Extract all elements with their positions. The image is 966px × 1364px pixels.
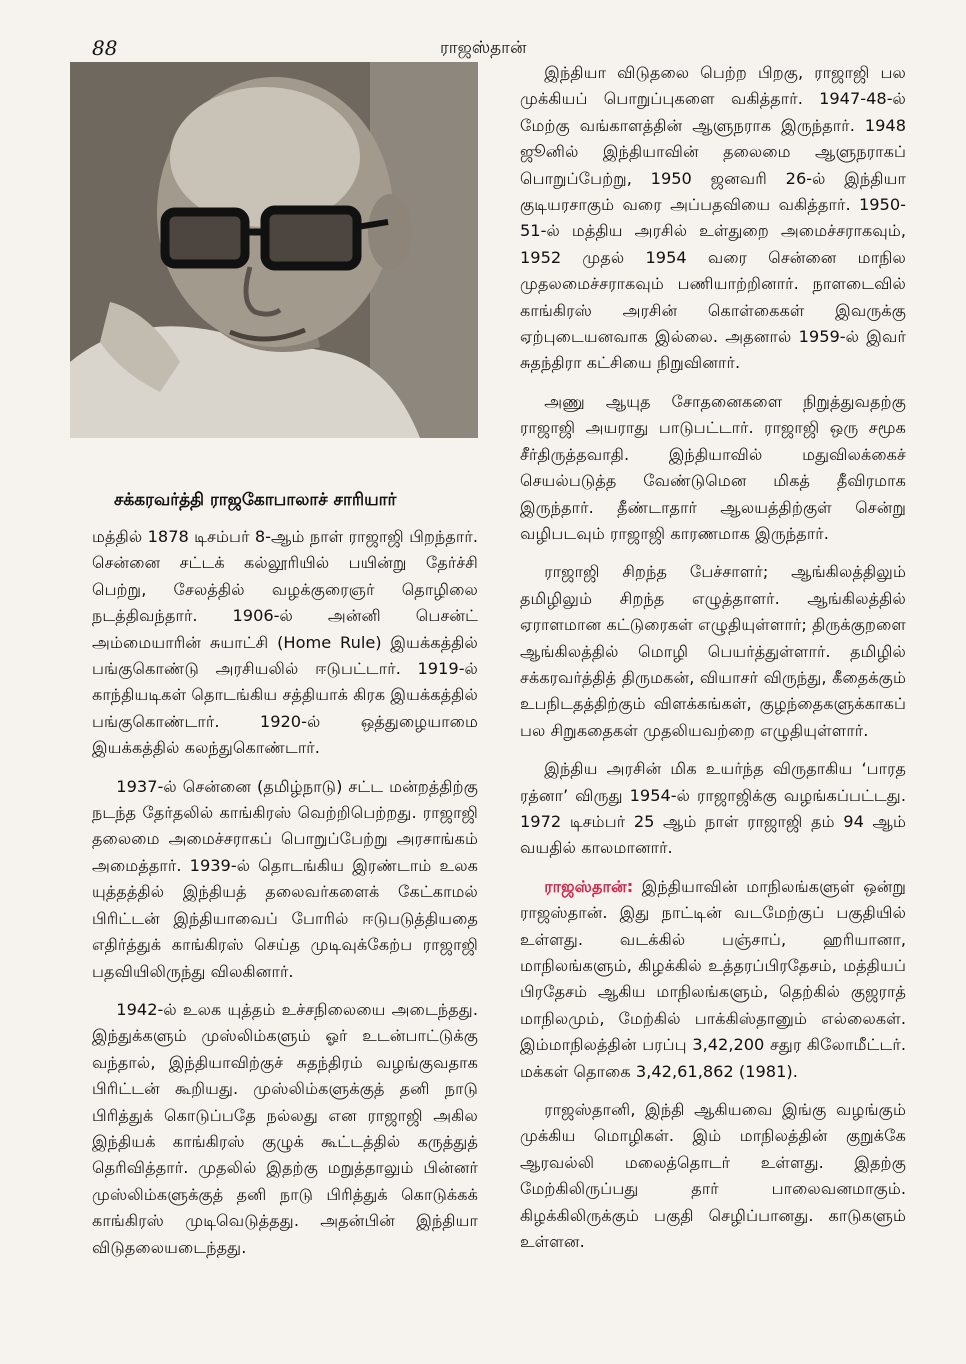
portrait-photo (70, 62, 478, 438)
paragraph: அணு ஆயுத சோதனைகளை நிறுத்துவதற்கு ராஜாஜி அயராது பாடுபட்டார். ராஜாஜி ஒரு சமூக சீர்திருத்தவாதி. இந்தியாவில் மதுவிலக்கைச் செயல்படுத்த வேண்டுமென மிகத் தீவிரமாக இருந்தார். தீண்டாதார் ஆலயத்திற்குள் சென்று வழிபடவும் ராஜாஜி காரணமாக இருந்தார். (520, 391, 906, 543)
paragraph: இந்தியா விடுதலை பெற்ற பிறகு, ராஜாஜி பல முக்கியப் பொறுப்புகளை வகித்தார். 1947-48-ல் மேற்கு வங்காளத்தின் ஆளுநராக இருந்தார். 1948 ஜூனில் இந்தியாவின் தலைமை ஆளுநராகப் பொறுப்பேற்று, 1950 ஜனவரி 26-ல் இந்தியா குடியரசாகும் வரை அப்பதவியை வகித்தார். 1950-51-ல் மத்திய அரசில் உள்துறை அமைச்சராகவும், 1952 முதல் 1954 வரை சென்னை மாநில முதலமைச்சராகவும் பணியாற்றினார். நாளடைவில் காங்கிரஸ் அரசின் கொள்கைகள் இவருக்கு ஏற்புடையனவாக இல்லை. அதனால் 1959-ல் இவர் சுதந்திரா கட்சியை நிறுவினார். (520, 63, 906, 373)
paragraph: 1942-ல் உலக யுத்தம் உச்சநிலையை அடைந்தது. இந்துக்களும் முஸ்லிம்களும் ஓர் உடன்பாட்டுக்கு வந்தால், இந்தியாவிற்குச் சுதந்திரம் வழங்குவதாக பிரிட்டன் கூறியது. முஸ்லிம்களுக்குத் தனி நாடு பிரித்துக் கொடுப்பதே நல்லது என ராஜாஜி அகில இந்தியக் காங்கிரஸ் குழுக் கூட்டத்தில் கருத்துத் தெரிவித்தார். முதலில் இதற்கு மறுத்தாலும் பின்னர் முஸ்லிம்களுக்குத் தனி நாடு பிரித்துக் கொடுக்கக் காங்கிரஸ் முடிவெடுத்தது. அதன்பின் இந்தியா விடுதலையடைந்தது. (92, 999, 478, 1257)
page-number: 88 (92, 36, 118, 60)
running-title: ராஜஸ்தான் (440, 38, 527, 58)
paragraph: ராஜாஜி சிறந்த பேச்சாளர்; ஆங்கிலத்திலும் தமிழிலும் சிறந்த எழுத்தாளர். ஆங்கிலத்தில் ஏராளமான கட்டுரைகள் எழுதியுள்ளார்; திருக்குறளை ஆங்கிலத்தில் மொழி பெயர்த்துள்ளார். தமிழில் சக்கரவர்த்தித் திருமகன், வியாசர் விருந்து, கீதைக்கும் உபநிடதத்திற்கும் விளக்கங்கள், குழந்தைகளுக்காகப் பல சிறுகதைகள் முதலியவற்றை எழுதியுள்ளார். (520, 562, 906, 740)
right-column (520, 60, 906, 1267)
section-heading-rajasthan: ராஜஸ்தான்: (544, 876, 634, 896)
paragraph: ராஜஸ்தானி, இந்தி ஆகியவை இங்கு வழங்கும் முக்கிய மொழிகள். இம் மாநிலத்தின் குறுக்கே ஆரவல்லி மலைத்தொடர் உள்ளது. இதற்கு மேற்கிலிருப்பது தார் பாலைவனமாகும். கிழக்கிலிருக்கும் பகுதி செழிப்பானது. காடுகளும் உள்ளன. (520, 1100, 906, 1252)
left-column (92, 524, 478, 1273)
paragraph: 1937-ல் சென்னை (தமிழ்நாடு) சட்ட மன்றத்திற்கு நடந்த தேர்தலில் காங்கிரஸ் வெற்றிபெற்றது. ராஜாஜி தலைமை அமைச்சராகப் பொறுப்பேற்று அரசாங்கம் அமைத்தார். 1939-ல் தொடங்கிய இரண்டாம் உலக யுத்தத்தில் இந்தியத் தலைவர்களைக் கேட்காமல் பிரிட்டன் இந்தியாவைப் போரில் ஈடுபடுத்தியதை எதிர்த்துக் காங்கிரஸ் செய்த முடிவுக்கேற்ப ராஜாஜி பதவியிலிருந்து விலகினார். (92, 776, 478, 981)
paragraph (520, 874, 906, 1085)
paragraph: மத்தில் 1878 டிசம்பர் 8-ஆம் நாள் ராஜாஜி பிறந்தார். சென்னை சட்டக் கல்லூரியில் பயின்று தேர்ச்சி பெற்று, சேலத்தில் வழக்குரைஞர் தொழிலை நடத்திவந்தார். 1906-ல் அன்னி பெசன்ட் அம்மையாரின் சுயாட்சி (Home Rule) இயக்கத்தில் பங்குகொண்டு அரசியலில் ஈடுபட்டார். 1919-ல் காந்தியடிகள் தொடங்கிய சத்தியாக் கிரக இயக்கத்தில் பங்குகொண்டார். 1920-ல் ஒத்துழையாமை இயக்கத்தில் கலந்துகொண்டார். (92, 527, 478, 758)
paragraph: இந்திய அரசின் மிக உயர்ந்த விருதாகிய ‘பாரத ரத்னா’ விருது 1954-ல் ராஜாஜிக்கு வழங்கப்பட்டது. 1972 டிசம்பர் 25 ஆம் நாள் ராஜாஜி தம் 94 ஆம் வயதில் காலமானார். (520, 759, 906, 858)
paragraph-text: இந்தியாவின் மாநிலங்களுள் ஒன்று ராஜஸ்தான். இது நாட்டின் வடமேற்குப் பகுதியில் உள்ளது. வடக்கில் பஞ்சாப், ஹரியானா, மாநிலங்களும், கிழக்கில் உத்தரப்பிரதேசம், மத்தியப் பிரதேசம் ஆகிய மாநிலங்களும், தெற்கில் குஜராத் மாநிலமும், மேற்கில் பாக்கிஸ்தானும் எல்லைகள். இம்மாநிலத்தின் பரப்பு 3,42,200 சதுர கிலோமீட்டர். மக்கள் தொகை 3,42,61,862 (1981). (520, 876, 906, 1081)
figure-caption: சக்கரவர்த்தி ராஜகோபாலாச் சாரியார் (114, 490, 397, 510)
